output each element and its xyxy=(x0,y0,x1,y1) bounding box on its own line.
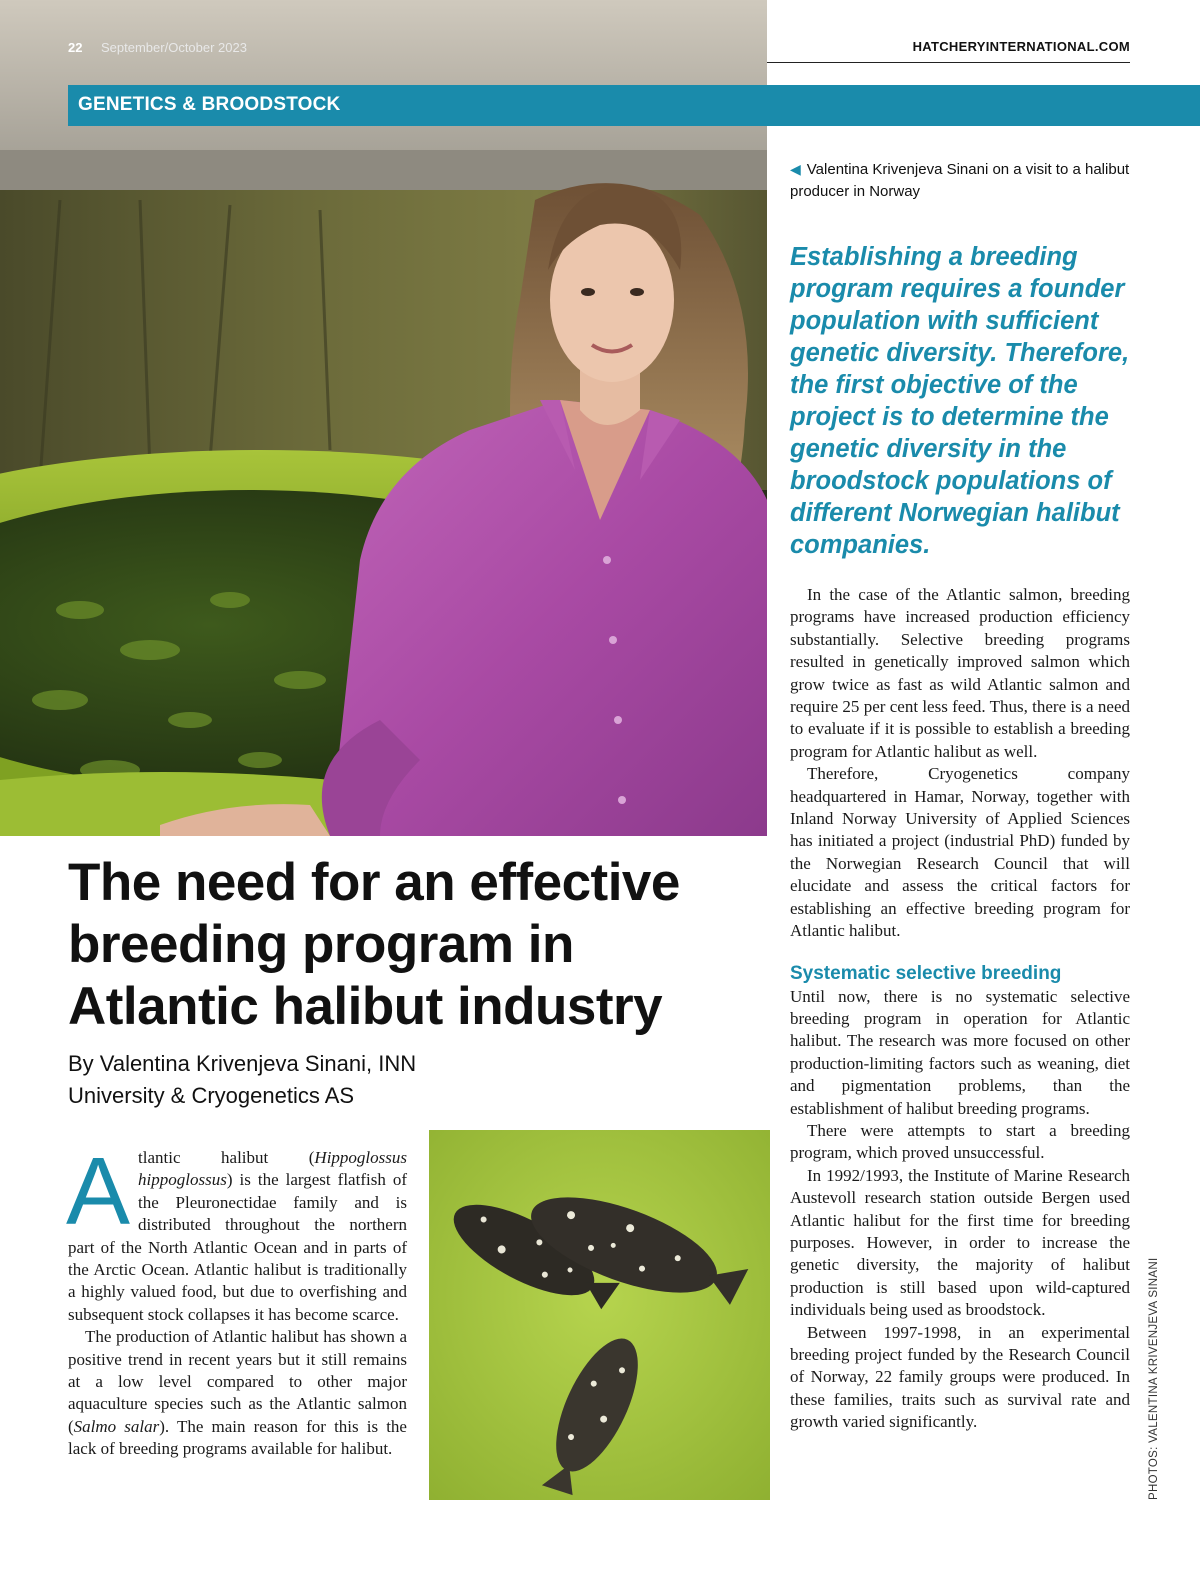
photo-caption xyxy=(790,158,1130,203)
issue-date: September/October 2023 xyxy=(101,40,247,55)
caption-arrow-icon: ◀ xyxy=(790,161,801,177)
text-run: ) is the largest flatfish of the Pleuronectidae family and is distributed throughout the northern part of the North Atlantic Ocean and in parts of the Arctic Ocean. Atlantic halibut is traditionally a highly valued food, but due to overfishing and subsequent stock collapses it has become scarce. xyxy=(68,1170,407,1324)
paragraph: In the case of the Atlantic salmon, breeding programs have increased production efficiency substantially. Selective breeding programs resulted in genetically improved salmon which grow twice as fast as wild Atlantic salmon and require 25 per cent less feed. Thus, there is a need to evaluate if it is possible to establish a breeding program for Atlantic halibut as well. xyxy=(790,585,1130,761)
pull-quote: Establishing a breeding program requires a founder population with sufficient genetic diversity. Therefore, the first objective of the project is to determine the genetic diversity in the broodstock populations of different Norwegian halibut companies. xyxy=(790,243,1130,559)
paragraph xyxy=(66,1138,407,1326)
paragraph: There were attempts to start a breeding program, which proved unsuccessful. xyxy=(790,1120,1130,1163)
drop-cap: A xyxy=(66,1138,131,1245)
halibut-fish-illustration xyxy=(429,1130,770,1500)
species-name: Hippoglossus hippoglossus xyxy=(138,1148,407,1190)
paragraph: Until now, there is no systematic selective breeding program in operation for Atlantic halibut. The research was more focused on other production-limiting factors such as weaning, diet and pigmentation problems, than the establishment of halibut breeding programs. xyxy=(790,986,1130,1118)
section-label: GENETICS & BROODSTOCK xyxy=(78,94,341,115)
halibut-juveniles-photo xyxy=(429,1130,770,1500)
header-divider xyxy=(767,62,1130,63)
text-run: tlantic halibut ( xyxy=(138,1148,315,1167)
paragraph: Therefore, Cryogenetics company headquartered in Hamar, Norway, together with Inland Norway University of Applied Sciences has initiated a project (industrial PhD) funded by the Norwegian Research Council that will elucidate and assess the critical factors for establishing an effective breeding program for Atlantic halibut. xyxy=(790,764,1130,941)
article-byline xyxy=(68,1048,528,1112)
text-run: ). The main reason for this is the lack of breeding programs available for halibut. xyxy=(68,1416,407,1459)
article-body-left-column xyxy=(66,1138,407,1461)
paragraph xyxy=(68,1326,407,1460)
byline-line: University & Cryogenetics AS xyxy=(68,1083,355,1108)
species-name: Salmo salar xyxy=(73,1416,160,1436)
paragraph: Between 1997-1998, in an experimental breeding project funded by the Research Council of Norway, 22 family groups were produced. In these families, traits such as survival rate and growth varied significantly. xyxy=(790,1322,1130,1432)
byline-line: By Valentina Krivenjeva Sinani, INN xyxy=(68,1051,417,1076)
text-run: The production of Atlantic halibut has shown a positive trend in recent years but it still remains at a low level compared to other major aquaculture species such as the Atlantic salmon ( xyxy=(68,1327,407,1436)
page-header xyxy=(68,36,1130,64)
photo-credit: PHOTOS: VALENTINA KRIVENJEVA SINANI xyxy=(1148,1257,1160,1500)
article-headline: The need for an effective breeding program in Atlantic halibut industry xyxy=(68,853,680,1036)
caption-text: Valentina Krivenjeva Sinani on a visit to a halibut producer in Norway xyxy=(790,161,1130,200)
page-number: 22 xyxy=(68,40,83,55)
article-body-right-column xyxy=(790,584,1130,1434)
paragraph: In 1992/1993, the Institute of Marine Research Austevoll research station outside Bergen used Atlantic halibut for the first time for breeding purposes. However, in order to increase the genetic diversity, the majority of halibut production is still based upon wild-captured individuals being used as broodstock. xyxy=(790,1165,1130,1320)
subheading: Systematic selective breeding xyxy=(790,962,1062,984)
website-url[interactable]: HATCHERYINTERNATIONAL.COM xyxy=(912,39,1130,54)
section-banner xyxy=(68,85,1200,126)
